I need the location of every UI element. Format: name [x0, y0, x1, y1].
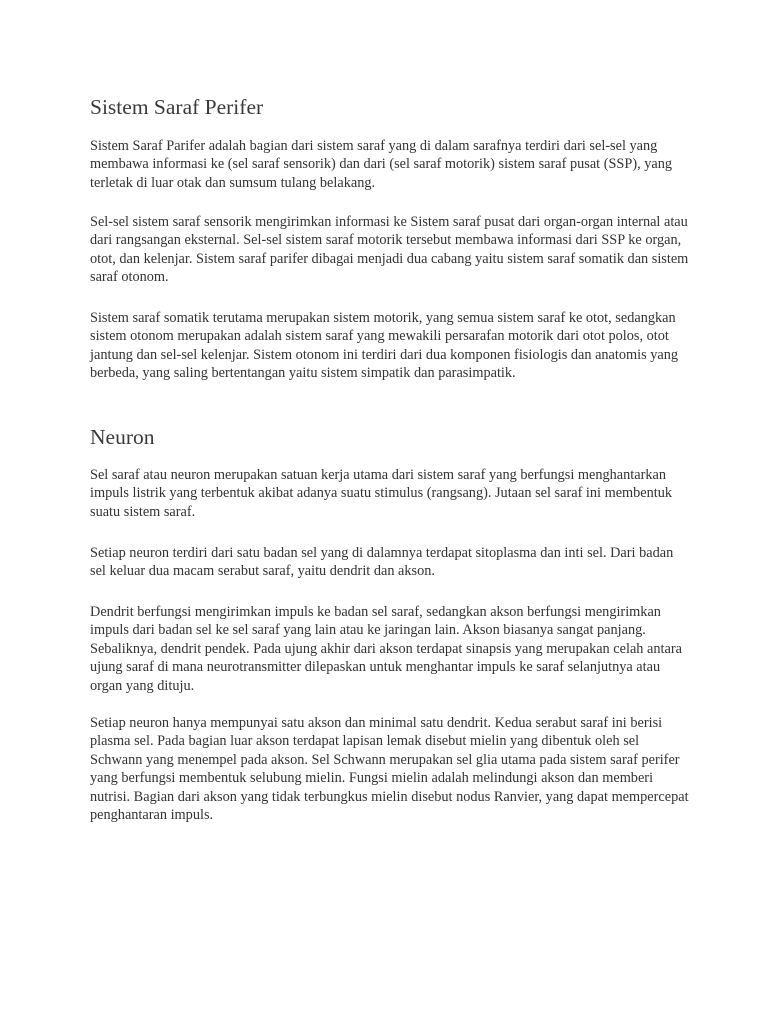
- section-heading-neuron: Neuron: [90, 425, 155, 449]
- paragraph: Setiap neuron hanya mempunyai satu akson dan minimal satu dendrit. Kedua serabut saraf ini berisi plasma sel. Pada bagian luar akson terdapat lapisan lemak disebut mielin yang dibentuk oleh sel Schwann yang menempel pada akson. Sel Schwann merupakan sel glia utama pada sistem saraf perifer yang berfungsi membentuk selubung mielin. Fungsi mielin adalah melindungi akson dan memberi nutrisi. Bagian dari akson yang tidak terbungkus mielin disebut nodus Ranvier, yang dapat mempercepat penghantaran impuls.: [90, 715, 689, 824]
- paragraph: Sel-sel sistem saraf sensorik mengirimkan informasi ke Sistem saraf pusat dari organ-organ internal atau dari rangsangan eksternal. Sel-sel sistem saraf motorik tersebut membawa informasi dari SSP ke organ, otot, dan kelenjar. Sistem saraf parifer dibagai menjadi dua cabang yaitu sistem saraf somatik dan sistem saraf otonom.: [90, 214, 689, 286]
- paragraph: Sistem Saraf Parifer adalah bagian dari sistem saraf yang di dalam sarafnya terdiri dari sel-sel yang membawa informasi ke (sel saraf sensorik) dan dari (sel saraf motorik) sistem saraf pusat (SSP), yang terletak di luar otak dan sumsum tulang belakang.: [90, 138, 673, 191]
- paragraph: Sel saraf atau neuron merupakan satuan kerja utama dari sistem saraf yang berfungsi menghantarkan impuls listrik yang terbentuk akibat adanya suatu stimulus (rangsang). Jutaan sel saraf ini membentuk suatu sistem saraf.: [90, 467, 673, 520]
- section-heading-sistem-saraf-perifer: Sistem Saraf Perifer: [90, 95, 264, 119]
- paragraph: Dendrit berfungsi mengirimkan impuls ke badan sel saraf, sedangkan akson berfungsi mengirimkan impuls dari badan sel ke sel saraf yang lain atau ke jaringan lain. Akson biasanya sangat panjang. Sebaliknya, dendrit pendek. Pada ujung akhir dari akson terdapat sinapsis yang merupakan celah antara ujung saraf di mana neurotransmitter dilepaskan untuk menghantar impuls ke saraf selanjutnya atau organ yang dituju.: [90, 604, 682, 694]
- paragraph: Sistem saraf somatik terutama merupakan sistem motorik, yang semua sistem saraf ke otot, sedangkan sistem otonom merupakan adalah sistem saraf yang mewakili persarafan motorik dari otot polos, otot jantung dan sel-sel kelenjar. Sistem otonom ini terdiri dari dua komponen fisiologis dan anatomis yang berbeda, yang saling bertentangan yaitu sistem simpatik dan parasimpatik.: [90, 310, 679, 382]
- paragraph: Setiap neuron terdiri dari satu badan sel yang di dalamnya terdapat sitoplasma dan inti sel. Dari badan sel keluar dua macam serabut saraf, yaitu dendrit dan akson.: [90, 545, 674, 580]
